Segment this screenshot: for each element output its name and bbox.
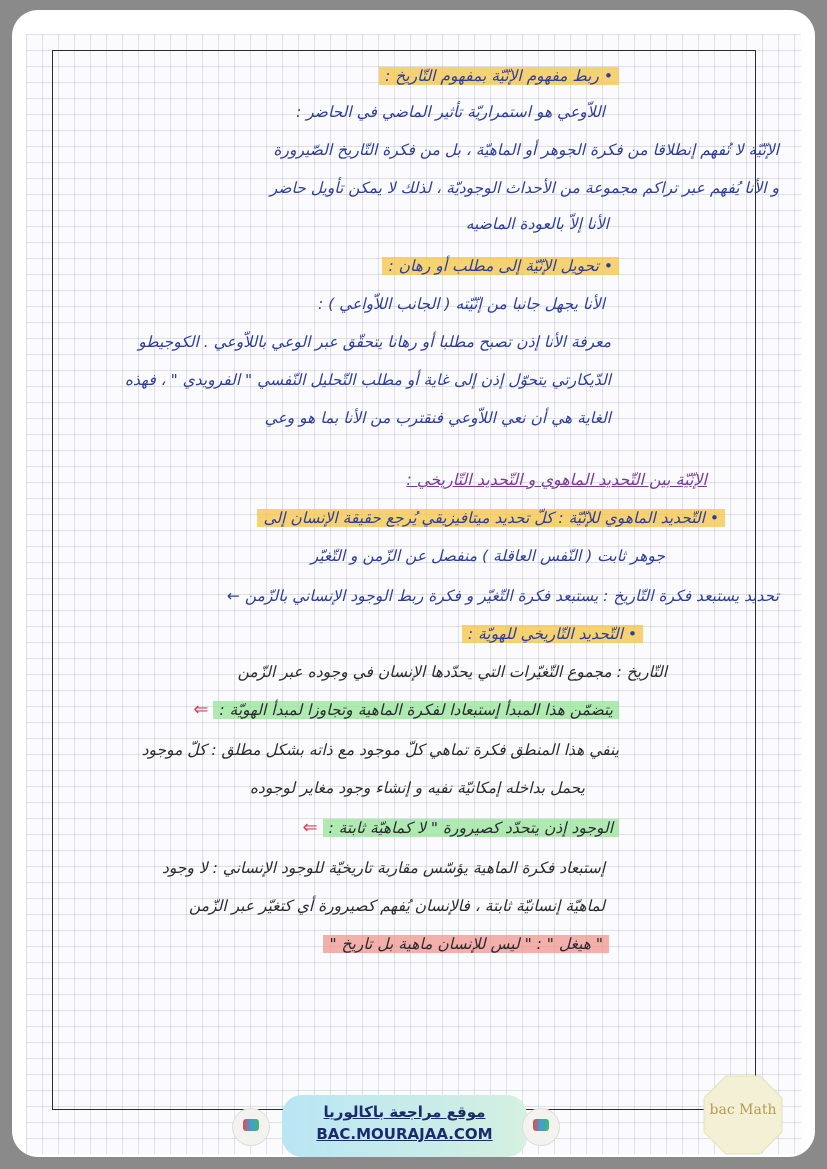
text-line: الغاية هي أن نعي اللاّوعي فنقترب من الأنا بما هو وعي (264, 409, 611, 427)
text-line: التّاريخ : مجموع التّغيّرات التي يحدّدها الإنسان في وجوده عبر الزّمن (237, 663, 667, 681)
left-arrow-icon: ← (226, 587, 240, 605)
highlight-yellow: • التّحديد التّاريخي للهويّة : (462, 625, 643, 643)
highlight-pink: " هيغل " : " ليس للإنسان ماهية بل تاريخ " (323, 935, 609, 953)
text-line: الأنا يجهل جانبا من إنّيّته ( الجانب اللاّواعي ) : (318, 295, 605, 313)
text-line: اللاّوعي هو استمراريّة تأثير الماضي في الحاضر : (296, 103, 605, 121)
text-line: الأنا إلاّ بالعودة الماضيه (465, 215, 609, 233)
becoming-line (295, 816, 620, 840)
logo-icon (232, 1108, 270, 1146)
double-arrow-icon: ⇐ (302, 817, 318, 838)
highlight-yellow: • تحويل الإنّيّة إلى مطلب أو رهان : (382, 257, 619, 275)
badge-label: bac Math (709, 1102, 777, 1118)
logo-icon (522, 1108, 560, 1146)
highlight-green: الوجود إذن يتحدّد كصيرورة " لا كماهيّة ثابتة : (323, 819, 619, 837)
text-line: ينفي هذا المنطق فكرة تماهي كلّ موجود مع ذاته بشكل مطلق : كلّ موجود (141, 741, 619, 759)
site-name[interactable]: موقع مراجعة باكالوريا (323, 1103, 486, 1121)
text-line: إستبعاد فكرة الماهية يؤسّس مقاربة تاريخيّة للوجود الإنساني : لا وجود (161, 859, 605, 877)
site-footer[interactable] (282, 1095, 527, 1157)
highlight-green: يتضمّن هذا المبدأ إستبعادا لفكرة الماهية وتجاوزا لمبدأ الهويّة : (213, 701, 619, 719)
heading-identity-as-demand (382, 254, 619, 278)
text-line: معرفة الأنا إذن تصبح مطلبا أو رهانا يتحقّق عبر الوعي باللاّوعي . الكوجيطو (138, 333, 611, 351)
hegel-quote (323, 932, 609, 956)
text-line (221, 584, 779, 608)
site-url-link[interactable]: BAC.MOURAJAA.COM (316, 1125, 493, 1143)
section-title: الإنّيّة بين التّحديد الماهوي و التّحديد التّاريخي : (406, 470, 707, 489)
text-line: يحمل بداخله إمكانيّة نفيه و إنشاء وجود مغاير لوجوده (249, 779, 585, 797)
text-line: الدّيكارتي يتحوّل إذن إلى غاية أو مطلب التّحليل النّفسي " الفرويدي " ، فهذه (124, 371, 611, 389)
text-line: جوهر ثابت ( النّفس العاقلة ) منفصل عن الزّمن و التّغيّر (310, 547, 665, 565)
bac-math-badge (702, 1074, 784, 1156)
principle-line (185, 698, 619, 722)
double-arrow-icon: ⇐ (193, 699, 209, 720)
text-line: و الأنا يُفهم عبر تراكم مجموعة من الأحداث الوجوديّة ، لذلك لا يمكن تأويل حاضر (269, 179, 779, 197)
text-line: الإنّيّة لا تُفهم إنطلاقا من فكرة الجوهر أو الماهيّة ، بل من فكرة التّاريخ الصّيرورة (273, 141, 779, 159)
historical-definition (462, 622, 643, 646)
essentialist-definition (257, 506, 725, 530)
highlight-yellow: • ربط مفهوم الإنّيّة بمفهوم التّاريخ : (379, 67, 619, 85)
notebook-page (12, 10, 815, 1157)
heading-link-identity-history (379, 64, 619, 88)
text-line: لماهيّة إنسانيّة ثابتة ، فالإنسان يُفهم كصيرورة أي كتغيّر عبر الزّمن (189, 897, 605, 915)
text-line-content: تحديد يستبعد فكرة التّاريخ : يستبعد فكرة التّغيّر و فكرة ربط الوجود الإنساني بالزّمن (244, 587, 779, 605)
highlight-yellow: • التّحديد الماهوي للإنّيّة : كلّ تحديد ميتافيزيقي يُرجع حقيقة الإنسان إلى (257, 509, 725, 527)
